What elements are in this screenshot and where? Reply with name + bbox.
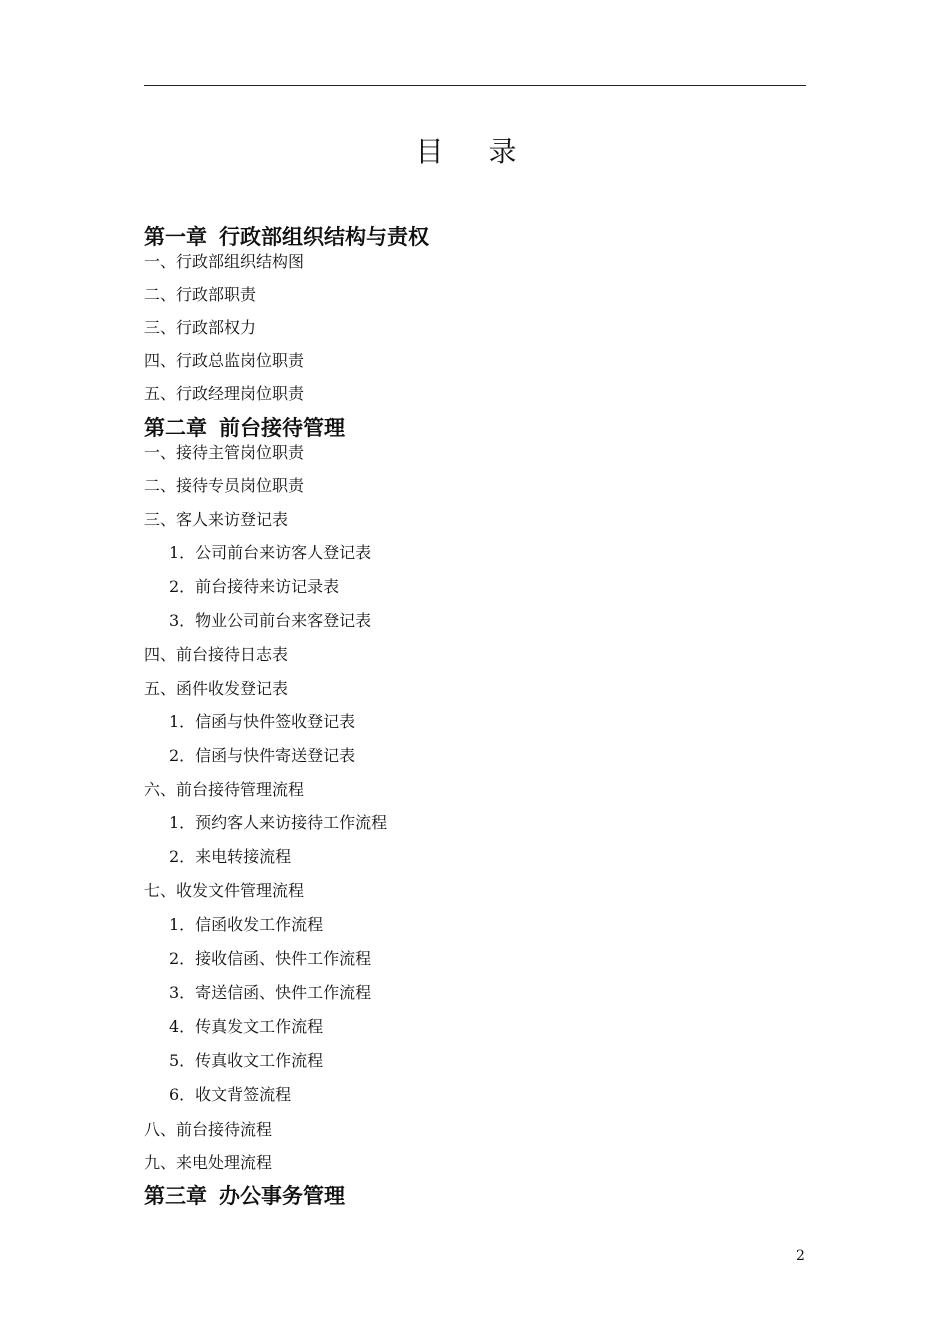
chapter-number: 第一章 <box>144 225 207 249</box>
page-number: 2 <box>796 1248 805 1264</box>
toc-subsection-entry[interactable]: 4．传真发文工作流程 <box>169 1017 324 1036</box>
toc-subsection-entry[interactable]: 2．接收信函、快件工作流程 <box>169 949 372 968</box>
toc-subsection-entry[interactable]: 1．公司前台来访客人登记表 <box>169 543 372 562</box>
toc-subsection-entry[interactable]: 2．前台接待来访记录表 <box>169 577 340 596</box>
toc-subsection-entry[interactable]: 2．来电转接流程 <box>169 847 292 866</box>
toc-section-entry[interactable]: 二、行政部职责 <box>144 285 257 304</box>
toc-section-entry[interactable]: 二、接待专员岗位职责 <box>144 476 305 495</box>
toc-section-entry[interactable]: 五、函件收发登记表 <box>144 679 289 698</box>
toc-section-entry[interactable]: 四、行政总监岗位职责 <box>144 351 305 370</box>
chapter-number: 第二章 <box>144 416 207 440</box>
toc-subsection-entry[interactable]: 1．预约客人来访接待工作流程 <box>169 813 388 832</box>
toc-subsection-entry[interactable]: 3．寄送信函、快件工作流程 <box>169 983 372 1002</box>
toc-section-entry[interactable]: 六、前台接待管理流程 <box>144 780 305 799</box>
toc-section-entry[interactable]: 一、接待主管岗位职责 <box>144 443 305 462</box>
toc-section-entry[interactable]: 五、行政经理岗位职责 <box>144 384 305 403</box>
toc-section-entry[interactable]: 九、来电处理流程 <box>144 1153 273 1172</box>
toc-section-entry[interactable]: 四、前台接待日志表 <box>144 645 289 664</box>
toc-subsection-entry[interactable]: 1．信函与快件签收登记表 <box>169 712 356 731</box>
page-title: 目 录 <box>415 135 535 168</box>
toc-section-entry[interactable]: 八、前台接待流程 <box>144 1120 273 1139</box>
toc-chapter-entry[interactable] <box>144 1183 345 1209</box>
toc-subsection-entry[interactable]: 2．信函与快件寄送登记表 <box>169 746 356 765</box>
chapter-title: 办公事务管理 <box>219 1184 345 1208</box>
toc-section-entry[interactable]: 三、客人来访登记表 <box>144 510 289 529</box>
toc-subsection-entry[interactable]: 6．收文背签流程 <box>169 1085 292 1104</box>
header-rule <box>144 85 806 86</box>
toc-section-entry[interactable]: 七、收发文件管理流程 <box>144 881 305 900</box>
toc-subsection-entry[interactable]: 3．物业公司前台来客登记表 <box>169 611 372 630</box>
toc-subsection-entry[interactable]: 5．传真收文工作流程 <box>169 1051 324 1070</box>
chapter-number: 第三章 <box>144 1184 207 1208</box>
toc-section-entry[interactable]: 一、行政部组织结构图 <box>144 252 305 271</box>
toc-subsection-entry[interactable]: 1．信函收发工作流程 <box>169 915 324 934</box>
chapter-title: 行政部组织结构与责权 <box>219 225 429 249</box>
toc-chapter-entry[interactable] <box>144 415 345 441</box>
toc-chapter-entry[interactable] <box>144 224 429 250</box>
chapter-title: 前台接待管理 <box>219 416 345 440</box>
toc-section-entry[interactable]: 三、行政部权力 <box>144 318 257 337</box>
